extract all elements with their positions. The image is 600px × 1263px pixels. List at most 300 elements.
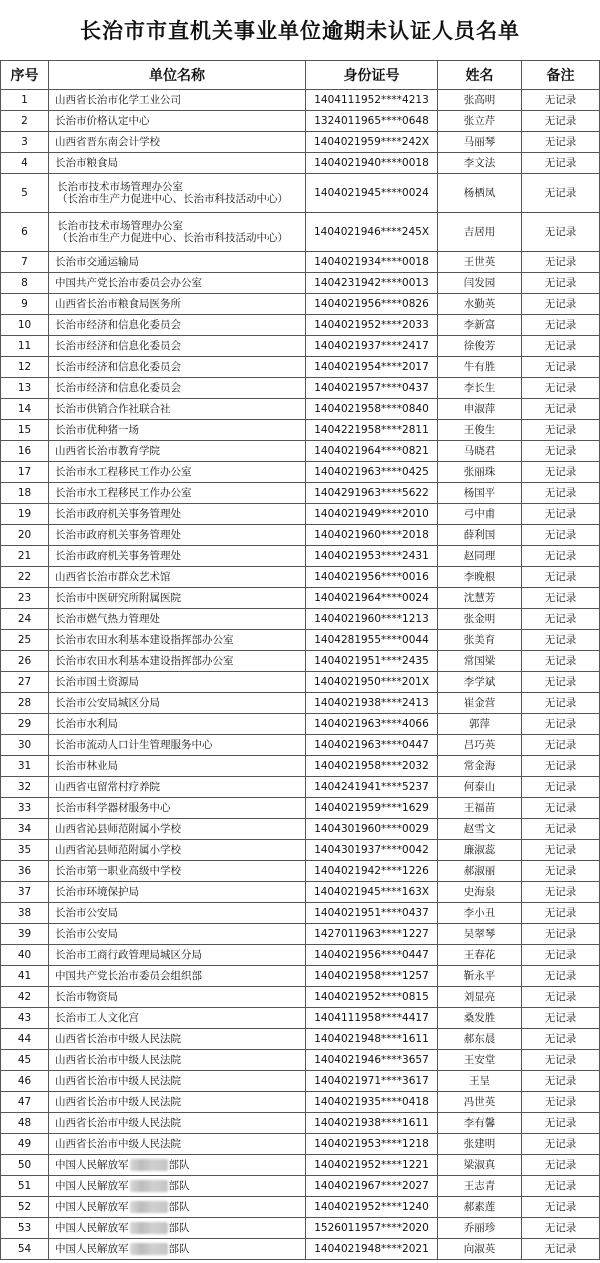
cell-note: 无记录: [522, 987, 600, 1008]
header-note: 备注: [522, 61, 600, 90]
unit-name: 中国人民解放军: [55, 1243, 129, 1255]
cell-no: 28: [1, 693, 49, 714]
table-row: [1, 777, 600, 798]
cell-unit: [49, 1008, 306, 1029]
cell-no: 12: [1, 357, 49, 378]
cell-note: 无记录: [522, 213, 600, 252]
cell-no: 30: [1, 735, 49, 756]
unit-name: 长治市经济和信息化委员会: [55, 382, 181, 394]
cell-person-name: 何泰山: [438, 777, 522, 798]
cell-unit: [49, 1092, 306, 1113]
cell-id-number: 1404021958****1257: [306, 966, 438, 987]
cell-note: 无记录: [522, 1071, 600, 1092]
cell-person-name: 乔丽珍: [438, 1218, 522, 1239]
cell-id-number: 1404021937****2417: [306, 336, 438, 357]
cell-person-name: 水勤英: [438, 294, 522, 315]
unit-name: 长治市公安局: [55, 907, 118, 919]
cell-person-name: 马丽琴: [438, 132, 522, 153]
cell-id-number: 1404021942****1226: [306, 861, 438, 882]
cell-unit: [49, 315, 306, 336]
cell-note: 无记录: [522, 1155, 600, 1176]
unit-name-tail: 部队: [168, 1159, 190, 1171]
cell-note: 无记录: [522, 588, 600, 609]
cell-note: 无记录: [522, 504, 600, 525]
cell-unit: [49, 714, 306, 735]
table-row: [1, 252, 600, 273]
unit-name: 中国人民解放军: [55, 1222, 129, 1234]
cell-no: 24: [1, 609, 49, 630]
cell-id-number: 1404021959****1629: [306, 798, 438, 819]
cell-unit: [49, 546, 306, 567]
cell-no: 50: [1, 1155, 49, 1176]
cell-id-number: 1324011965****0648: [306, 111, 438, 132]
cell-no: 1: [1, 90, 49, 111]
cell-id-number: 1404021949****2010: [306, 504, 438, 525]
cell-id-number: 1404021960****2018: [306, 525, 438, 546]
cell-person-name: 梁淑真: [438, 1155, 522, 1176]
unit-name: 中国共产党长治市委员会组织部: [55, 970, 202, 982]
cell-note: 无记录: [522, 357, 600, 378]
unit-name: 长治市政府机关事务管理处: [55, 508, 181, 520]
cell-id-number: 1404021951****2435: [306, 651, 438, 672]
cell-no: 13: [1, 378, 49, 399]
unit-name: 中国人民解放军: [55, 1201, 129, 1213]
cell-unit: [49, 1218, 306, 1239]
cell-unit: [49, 1134, 306, 1155]
cell-note: 无记录: [522, 903, 600, 924]
cell-person-name: 杨栖凤: [438, 174, 522, 213]
cell-no: 41: [1, 966, 49, 987]
unit-name: 长治市交通运输局: [55, 256, 139, 268]
cell-unit: [49, 567, 306, 588]
cell-id-number: 1404021952****1240: [306, 1197, 438, 1218]
cell-unit: [49, 987, 306, 1008]
cell-unit: [49, 213, 306, 252]
cell-unit: [49, 252, 306, 273]
table-row: [1, 798, 600, 819]
cell-id-number: 1404021957****0437: [306, 378, 438, 399]
unit-name: 山西省屯留常村疗养院: [55, 781, 160, 793]
table-row: [1, 1050, 600, 1071]
cell-note: 无记录: [522, 945, 600, 966]
table-row: [1, 213, 600, 252]
cell-note: 无记录: [522, 1092, 600, 1113]
cell-person-name: 赵同理: [438, 546, 522, 567]
cell-unit: [49, 693, 306, 714]
cell-note: 无记录: [522, 1029, 600, 1050]
table-row: [1, 819, 600, 840]
cell-note: 无记录: [522, 462, 600, 483]
table-row: [1, 1218, 600, 1239]
unit-name-tail: 部队: [168, 1243, 190, 1255]
unit-name: 长治市工商行政管理局城区分局: [55, 949, 202, 961]
table-row: [1, 735, 600, 756]
cell-no: 39: [1, 924, 49, 945]
unit-name: 长治市农田水利基本建设指挥部办公室: [55, 655, 234, 667]
cell-person-name: 向淑英: [438, 1239, 522, 1260]
table-row: [1, 693, 600, 714]
unit-name: 长治市价格认定中心: [55, 115, 150, 127]
cell-unit: [49, 630, 306, 651]
cell-id-number: 1404021952****0815: [306, 987, 438, 1008]
cell-person-name: 郝素莲: [438, 1197, 522, 1218]
cell-person-name: 冯世英: [438, 1092, 522, 1113]
unit-name-tail: 部队: [168, 1180, 190, 1192]
cell-note: 无记录: [522, 174, 600, 213]
cell-unit: [49, 483, 306, 504]
unit-name: 山西省长治市中级人民法院: [55, 1096, 181, 1108]
unit-name: 山西省沁县师范附属小学校: [55, 823, 181, 835]
cell-note: 无记录: [522, 861, 600, 882]
unit-name: 中国人民解放军: [55, 1159, 129, 1171]
unit-name: 长治市供销合作社联合社: [55, 403, 171, 415]
table-row: [1, 1176, 600, 1197]
cell-note: 无记录: [522, 819, 600, 840]
cell-person-name: 沈慧芳: [438, 588, 522, 609]
cell-note: 无记录: [522, 966, 600, 987]
cell-id-number: 1404021948****2021: [306, 1239, 438, 1260]
cell-unit: [49, 672, 306, 693]
cell-person-name: 李学斌: [438, 672, 522, 693]
unit-name: 长治市政府机关事务管理处: [55, 529, 181, 541]
cell-no: 5: [1, 174, 49, 213]
cell-id-number: 1404021938****2413: [306, 693, 438, 714]
cell-person-name: 王安堂: [438, 1050, 522, 1071]
cell-id-number: 1404021953****1218: [306, 1134, 438, 1155]
cell-no: 32: [1, 777, 49, 798]
cell-no: 11: [1, 336, 49, 357]
cell-person-name: 王志青: [438, 1176, 522, 1197]
unit-name: 长治市流动人口计生管理服务中心: [55, 739, 213, 751]
cell-id-number: 1404021963****0447: [306, 735, 438, 756]
redacted-block: [130, 1201, 168, 1213]
unit-name: 长治市工人文化宫: [55, 1012, 139, 1024]
table-row: [1, 588, 600, 609]
cell-unit: [49, 1239, 306, 1260]
cell-id-number: 1404021938****1611: [306, 1113, 438, 1134]
cell-id-number: 1404021953****2431: [306, 546, 438, 567]
cell-unit: [49, 777, 306, 798]
table-row: [1, 924, 600, 945]
cell-id-number: 1404241941****5237: [306, 777, 438, 798]
table-row: [1, 882, 600, 903]
cell-id-number: 1404021952****2033: [306, 315, 438, 336]
cell-id-number: 1404021940****0018: [306, 153, 438, 174]
cell-person-name: 崔金营: [438, 693, 522, 714]
cell-no: 35: [1, 840, 49, 861]
cell-note: 无记录: [522, 693, 600, 714]
cell-unit: [49, 798, 306, 819]
table-row: [1, 315, 600, 336]
table-row: [1, 651, 600, 672]
cell-id-number: 1404291963****5622: [306, 483, 438, 504]
unit-name: 长治市公安局城区分局: [55, 697, 160, 709]
cell-id-number: 1404021951****0437: [306, 903, 438, 924]
cell-no: 8: [1, 273, 49, 294]
redacted-block: [130, 1222, 168, 1234]
table-row: [1, 462, 600, 483]
table-row: [1, 672, 600, 693]
cell-note: 无记录: [522, 153, 600, 174]
table-row: [1, 174, 600, 213]
cell-unit: [49, 861, 306, 882]
cell-person-name: 李晚根: [438, 567, 522, 588]
table-row: [1, 483, 600, 504]
cell-no: 21: [1, 546, 49, 567]
cell-note: 无记录: [522, 1134, 600, 1155]
cell-no: 26: [1, 651, 49, 672]
table-header-row: [1, 61, 600, 90]
cell-person-name: 闫发园: [438, 273, 522, 294]
cell-unit: [49, 420, 306, 441]
cell-unit: [49, 1071, 306, 1092]
cell-id-number: 1404021963****0425: [306, 462, 438, 483]
unit-name: 山西省长治市中级人民法院: [55, 1117, 181, 1129]
cell-no: 6: [1, 213, 49, 252]
table-row: [1, 840, 600, 861]
cell-note: 无记录: [522, 399, 600, 420]
cell-no: 43: [1, 1008, 49, 1029]
cell-no: 38: [1, 903, 49, 924]
cell-unit: [49, 756, 306, 777]
unit-name: 中国人民解放军: [55, 1180, 129, 1192]
cell-note: 无记录: [522, 441, 600, 462]
cell-note: 无记录: [522, 924, 600, 945]
table-row: [1, 756, 600, 777]
cell-no: 46: [1, 1071, 49, 1092]
unit-name: 山西省晋东南会计学校: [55, 136, 160, 148]
unit-name: 山西省长治市化学工业公司: [55, 94, 181, 106]
cell-id-number: 1404021946****3657: [306, 1050, 438, 1071]
unit-name: 山西省长治市粮食局医务所: [55, 298, 181, 310]
cell-note: 无记录: [522, 1050, 600, 1071]
cell-id-number: 1404021934****0018: [306, 252, 438, 273]
cell-id-number: 1404221958****2811: [306, 420, 438, 441]
cell-unit: [49, 273, 306, 294]
cell-person-name: 徐俊芳: [438, 336, 522, 357]
table-row: [1, 90, 600, 111]
cell-person-name: 郭萍: [438, 714, 522, 735]
table-row: [1, 1197, 600, 1218]
table-row: [1, 111, 600, 132]
cell-no: 7: [1, 252, 49, 273]
cell-no: 3: [1, 132, 49, 153]
cell-id-number: 1404111958****4417: [306, 1008, 438, 1029]
cell-note: 无记录: [522, 1239, 600, 1260]
cell-no: 49: [1, 1134, 49, 1155]
cell-id-number: 1404021956****0016: [306, 567, 438, 588]
cell-id-number: 1404021958****2032: [306, 756, 438, 777]
cell-unit: [49, 945, 306, 966]
cell-person-name: 李小丑: [438, 903, 522, 924]
cell-id-number: 1404021964****0024: [306, 588, 438, 609]
cell-person-name: 王世英: [438, 252, 522, 273]
cell-no: 10: [1, 315, 49, 336]
cell-note: 无记录: [522, 840, 600, 861]
cell-note: 无记录: [522, 714, 600, 735]
cell-person-name: 牛有胜: [438, 357, 522, 378]
cell-person-name: 杨国平: [438, 483, 522, 504]
cell-person-name: 弓中甫: [438, 504, 522, 525]
cell-person-name: 常金海: [438, 756, 522, 777]
table-body: [1, 90, 600, 1260]
unit-name: 长治市物资局: [55, 991, 118, 1003]
unit-name: 长治市技术市场管理办公室: [57, 220, 183, 232]
cell-id-number: 1404301960****0029: [306, 819, 438, 840]
cell-person-name: 王福苗: [438, 798, 522, 819]
cell-no: 44: [1, 1029, 49, 1050]
cell-no: 22: [1, 567, 49, 588]
cell-unit: [49, 294, 306, 315]
cell-note: 无记录: [522, 798, 600, 819]
cell-note: 无记录: [522, 546, 600, 567]
cell-no: 9: [1, 294, 49, 315]
cell-id-number: 1526011957****2020: [306, 1218, 438, 1239]
cell-note: 无记录: [522, 609, 600, 630]
cell-note: 无记录: [522, 525, 600, 546]
cell-unit: [49, 840, 306, 861]
unit-name: 长治市第一职业高级中学校: [55, 865, 181, 877]
cell-note: 无记录: [522, 483, 600, 504]
cell-person-name: 吴翠琴: [438, 924, 522, 945]
unit-name: 山西省长治市教育学院: [55, 445, 160, 457]
cell-unit: [49, 1050, 306, 1071]
cell-no: 33: [1, 798, 49, 819]
cell-id-number: 1404021935****0418: [306, 1092, 438, 1113]
redacted-block: [130, 1180, 168, 1192]
cell-id-number: 1404021950****201X: [306, 672, 438, 693]
cell-id-number: 1404021959****242X: [306, 132, 438, 153]
table-row: [1, 1029, 600, 1050]
cell-note: 无记录: [522, 315, 600, 336]
table-row: [1, 630, 600, 651]
cell-note: 无记录: [522, 630, 600, 651]
table-row: [1, 441, 600, 462]
cell-person-name: 李新富: [438, 315, 522, 336]
table-row: [1, 903, 600, 924]
table-row: [1, 987, 600, 1008]
unit-name: 山西省长治市中级人民法院: [55, 1054, 181, 1066]
cell-no: 36: [1, 861, 49, 882]
cell-person-name: 郝东晨: [438, 1029, 522, 1050]
cell-no: 48: [1, 1113, 49, 1134]
unit-name: 长治市技术市场管理办公室: [57, 181, 183, 193]
cell-unit: [49, 378, 306, 399]
cell-unit: [49, 903, 306, 924]
cell-person-name: 常国梁: [438, 651, 522, 672]
cell-note: 无记录: [522, 882, 600, 903]
cell-no: 25: [1, 630, 49, 651]
unit-name: 长治市优种猪一场: [55, 424, 139, 436]
cell-note: 无记录: [522, 1008, 600, 1029]
table-row: [1, 525, 600, 546]
unit-name: 长治市经济和信息化委员会: [55, 340, 181, 352]
cell-unit: [49, 924, 306, 945]
table-row: [1, 1092, 600, 1113]
table-row: [1, 1008, 600, 1029]
cell-person-name: 王俊生: [438, 420, 522, 441]
unit-name-sub: （长治市生产力促进中心、长治市科技活动中心）: [57, 193, 288, 205]
cell-person-name: 吕巧英: [438, 735, 522, 756]
cell-unit: [49, 90, 306, 111]
unit-name: 长治市经济和信息化委员会: [55, 361, 181, 373]
document-title: 长治市市直机关事业单位逾期未认证人员名单: [80, 19, 520, 43]
cell-id-number: 1404301937****0042: [306, 840, 438, 861]
cell-no: 31: [1, 756, 49, 777]
cell-no: 42: [1, 987, 49, 1008]
cell-note: 无记录: [522, 420, 600, 441]
cell-unit: [49, 1029, 306, 1050]
cell-id-number: 1404021960****1213: [306, 609, 438, 630]
table-row: [1, 945, 600, 966]
cell-unit: [49, 1155, 306, 1176]
cell-unit: [49, 882, 306, 903]
cell-unit: [49, 336, 306, 357]
cell-id-number: 1404021958****0840: [306, 399, 438, 420]
cell-no: 53: [1, 1218, 49, 1239]
table-row: [1, 504, 600, 525]
cell-no: 45: [1, 1050, 49, 1071]
cell-note: 无记录: [522, 756, 600, 777]
cell-id-number: 1404021952****1221: [306, 1155, 438, 1176]
cell-person-name: 李文法: [438, 153, 522, 174]
cell-person-name: 桑发胜: [438, 1008, 522, 1029]
unit-name: 山西省沁县师范附属小学校: [55, 844, 181, 856]
header-unit: 单位名称: [49, 61, 306, 90]
cell-unit: [49, 1176, 306, 1197]
cell-note: 无记录: [522, 252, 600, 273]
cell-person-name: 张丽珠: [438, 462, 522, 483]
unit-name: 长治市燃气热力管理处: [55, 613, 160, 625]
cell-no: 18: [1, 483, 49, 504]
cell-id-number: 1404021956****0826: [306, 294, 438, 315]
cell-person-name: 靳永平: [438, 966, 522, 987]
unit-name: 长治市水工程移民工作办公室: [55, 487, 192, 499]
cell-no: 47: [1, 1092, 49, 1113]
table-row: [1, 132, 600, 153]
table-row: [1, 1134, 600, 1155]
cell-no: 40: [1, 945, 49, 966]
cell-id-number: 1404021967****2027: [306, 1176, 438, 1197]
table-row: [1, 966, 600, 987]
cell-person-name: 李长生: [438, 378, 522, 399]
unit-name: 山西省长治市中级人民法院: [55, 1075, 181, 1087]
header-name: 姓名: [438, 61, 522, 90]
cell-person-name: 张美育: [438, 630, 522, 651]
cell-id-number: 1404021956****0447: [306, 945, 438, 966]
cell-no: 4: [1, 153, 49, 174]
unit-name: 长治市国土资源局: [55, 676, 139, 688]
cell-note: 无记录: [522, 567, 600, 588]
cell-unit: [49, 1197, 306, 1218]
table-row: [1, 153, 600, 174]
cell-unit: [49, 525, 306, 546]
table-row: [1, 273, 600, 294]
unit-name: 长治市中医研究所附属医院: [55, 592, 181, 604]
cell-id-number: 1404021945****0024: [306, 174, 438, 213]
cell-person-name: 赵雪文: [438, 819, 522, 840]
table-row: [1, 1155, 600, 1176]
cell-unit: [49, 153, 306, 174]
cell-unit: [49, 819, 306, 840]
cell-no: 54: [1, 1239, 49, 1260]
table-row: [1, 546, 600, 567]
cell-unit: [49, 441, 306, 462]
cell-unit: [49, 132, 306, 153]
table-row: [1, 861, 600, 882]
cell-note: 无记录: [522, 1218, 600, 1239]
table-row: [1, 399, 600, 420]
